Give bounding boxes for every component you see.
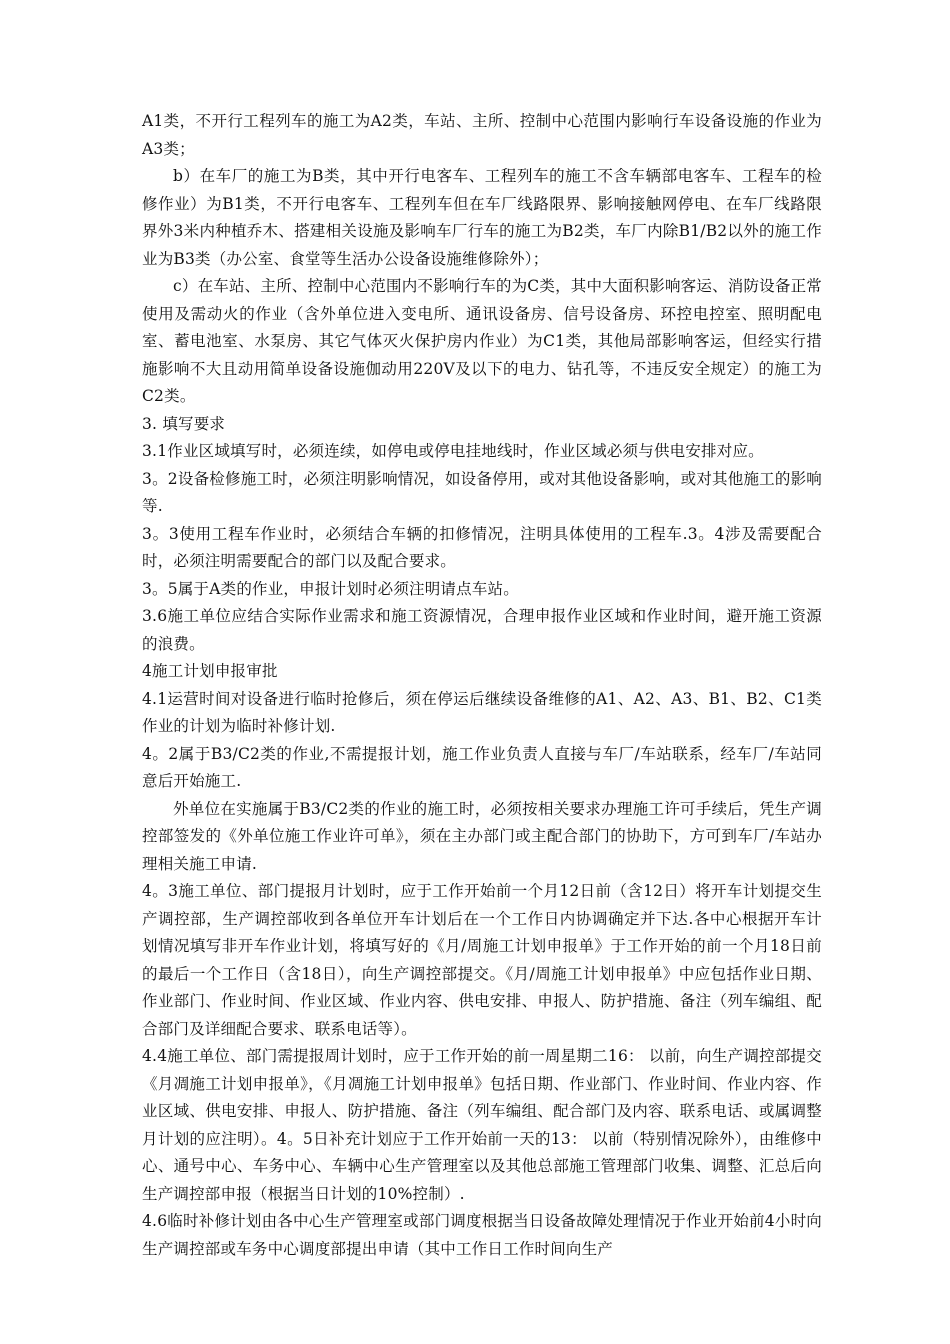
paragraph-4-2: 4。2属于B3/C2类的作业,不需提报计划，施工作业负责人直接与车厂/车站联系，经车厂/车站同意后开始施工. — [142, 744, 822, 790]
paragraph-4-3: 4。3施工单位、部门提报月计划时，应于工作开始前一个月12日前（含12日）将开车计划提交生产调控部，生产调控部收到各单位开车计划后在一个工作日内协调确定并下达.各中心根据开车计划情况填写非开车作业计划，将填写好的《月/周施工计划申报单》于工作开始的前一个月18日前的最后一个工作日（含18日），向生产调控部提交。《月/周施工计划申报单》中应包括作业日期、作业部门、作业时间、作业区域、作业内容、供电安排、申报人、防护措施、备注（列车编组、配合部门及详细配合要求、联系电话等）。 — [142, 882, 822, 1038]
paragraph-4-2-external: 外单位在实施属于B3/C2类的作业的施工时，必须按相关要求办理施工许可手续后，凭生产调控部签发的《外单位施工作业许可单》，须在主办部门或主配合部门的协助下，方可到车厂/车站办理相关施工申请. — [142, 799, 822, 873]
paragraph-3-1: 3.1作业区域填写时，必须连续，如停电或停电挂地线时，作业区域必须与供电安排对应。 — [142, 442, 764, 460]
paragraph-4-1: 4.1运营时间对设备进行临时抢修后，须在停运后继续设备维修的A1、A2、A3、B1、B2、C1类作业的计划为临时补修计划. — [142, 689, 822, 735]
paragraph-4-6: 4.6临时补修计划由各中心生产管理室或部门调度根据当日设备故障处理情况于作业开始前4小时向生产调控部或车务中心调度部提出申请（其中工作日工作时间向生产 — [142, 1212, 822, 1258]
paragraph-4-4: 4.4施工单位、部门需提报周计划时，应于工作开始的前一周星期二16： 以前，向生产调控部提交《月凋施工计划申报单》，《月凋施工计划申报单》包括日期、作业部门、作业时间、作业内容、作业区域、供电安排、申报人、防护措施、备注（列车编组、配合部门及内容、联系电话、或属调整月计划的应注明）。4。5日补充计划应于工作开始前一天的13： 以前（特别情况除外），由维修中心、通号中心、车务中心、车辆中心生产管理室以及其他总部施工管理部门收集、调整、汇总后向生产调控部申报（根据当日计划的10%控制）. — [142, 1047, 822, 1203]
paragraph-3-2: 3。2设备检修施工时，必须注明影响情况，如设备停用，或对其他设备影响，或对其他施工的影响等. — [142, 469, 822, 515]
paragraph-3-6: 3.6施工单位应结合实际作业需求和施工资源情况，合理申报作业区域和作业时间，避开施工资源的浪费。 — [142, 607, 822, 653]
document-page — [142, 108, 822, 1263]
paragraph-category-c: c）在车站、主所、控制中心范围内不影响行车的为C类，其中大面积影响客运、消防设备正常使用及需动火的作业（含外单位进入变电所、通讯设备房、信号设备房、环控电控室、照明配电室、蓄电池室、水泵房、其它气体灭火保护房内作业）为C1类，其他局部影响客运，但经实行措施影响不大且动用简单设备设施伽动用220V及以下的电力、钻孔等，不违反安全规定）的施工为C2类。 — [142, 277, 822, 405]
paragraph-3-3: 3。3使用工程车作业时，必须结合车辆的扣修情况，注明具体使用的工程车.3。4涉及需要配合时，必须注明需要配合的部门以及配合要求。 — [142, 524, 822, 570]
section-heading-3: 3. 填写要求 — [142, 414, 226, 433]
section-heading-4: 4施工计划申报审批 — [142, 662, 278, 680]
paragraph-3-5: 3。5属于A类的作业，申报计划时必须注明请点车站。 — [142, 579, 519, 598]
paragraph-category-b: b）在车厂的施工为B类，其中开行电客车、工程列车的施工不含车辆部电客车、工程车的检修作业）为B1类，不开行电客车、工程列车但在车厂线路限界、影响接触网停电、在车厂线路限界外3米内种植乔木、搭建相关设施及影响车厂行车的施工为B2类，车厂内除B1/B2以外的施工作业为B3类（办公室、食堂等生活办公设备设施维修除外）； — [142, 167, 822, 268]
paragraph-category-a-tail: A1类，不开行工程列车的施工为A2类，车站、主所、控制中心范围内影响行车设备设施的作业为A3类； — [142, 112, 822, 158]
